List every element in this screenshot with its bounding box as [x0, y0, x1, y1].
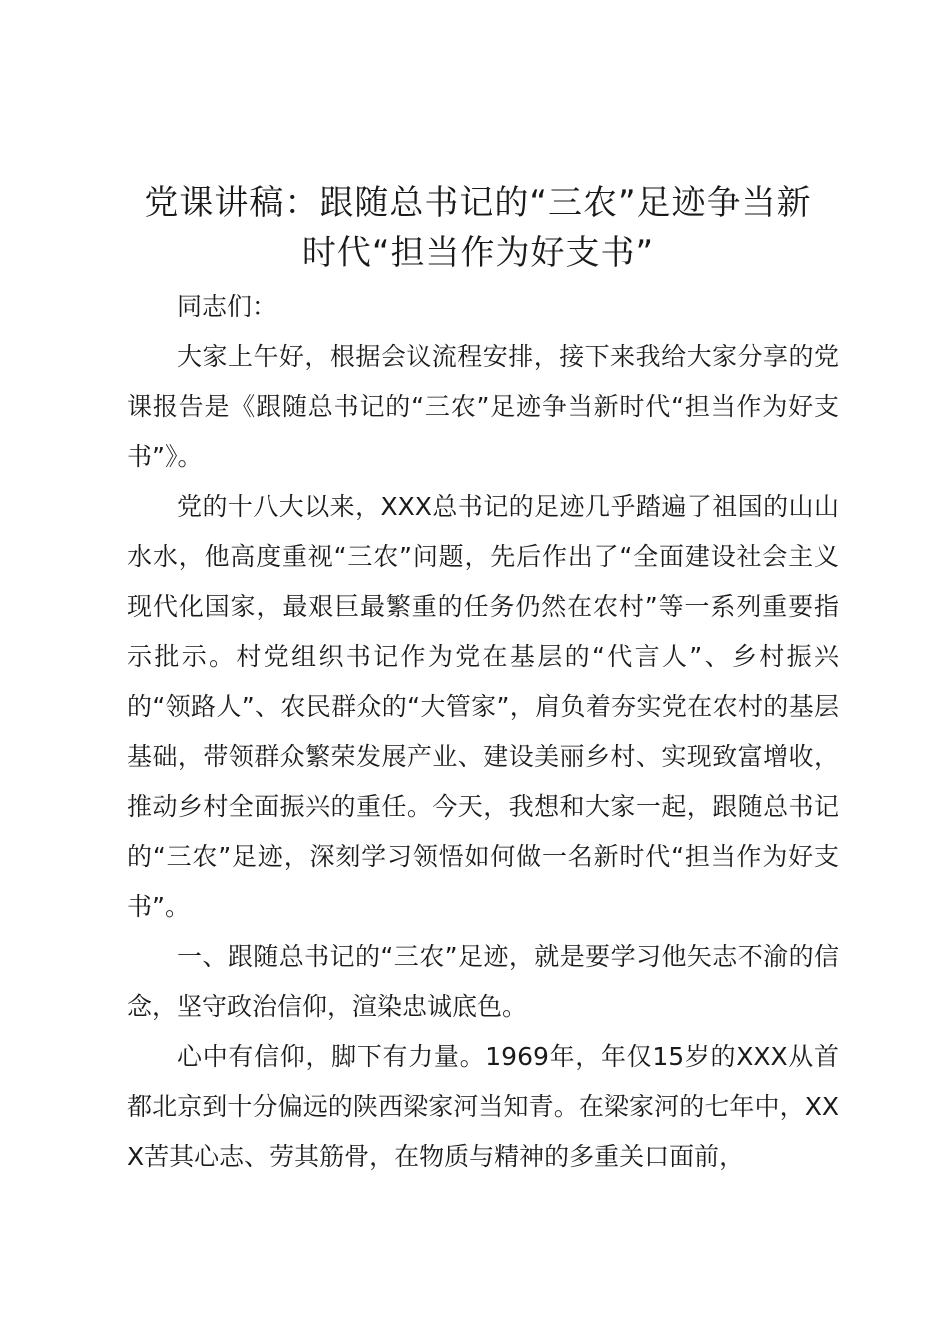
background-paragraph: 党的十八大以来，XXX总书记的足迹几乎踏遍了祖国的山山水水，他高度重视“三农”问题，先后作出了“全面建设社会主义现代化国家，最艰巨最繁重的任务仍然在农村”等一系列重要指示批示。村党组织书记作为党在基层的“代言人”、乡村振兴的“领路人”、农民群众的“大管家”，肩负着夯实党在农村的基层基础，带领群众繁荣发展产业、建设美丽乡村、实现致富增收，推动乡村全面振兴的重任。今天，我想和大家一起，跟随总书记的“三农”足迹，深刻学习领悟如何做一名新时代“担当作为好支书”。: [127, 492, 839, 921]
document-title: [118, 178, 838, 278]
section-one-heading: 一、跟随总书记的“三农”足迹，就是要学习他矢志不渝的信念，坚守政治信仰，渲染忠诚底色。: [127, 942, 839, 1021]
title-line-1: 党课讲稿：跟随总书记的“三农”足迹争当新: [144, 183, 812, 223]
intro-paragraph: 大家上午好，根据会议流程安排，接下来我给大家分享的党课报告是《跟随总书记的“三农”足迹争当新时代“担当作为好支书”》。: [127, 342, 839, 471]
salutation-paragraph: 同志们：: [177, 292, 278, 321]
section-one-paragraph: 心中有信仰，脚下有力量。1969年，年仅15岁的XXX从首都北京到十分偏远的陕西梁家河当知青。在梁家河的七年中，XXX苦其心志、劳其筋骨，在物质与精神的多重关口面前，: [127, 1042, 839, 1171]
title-line-2: 时代“担当作为好支书”: [301, 233, 655, 273]
document-body: [127, 282, 839, 1182]
